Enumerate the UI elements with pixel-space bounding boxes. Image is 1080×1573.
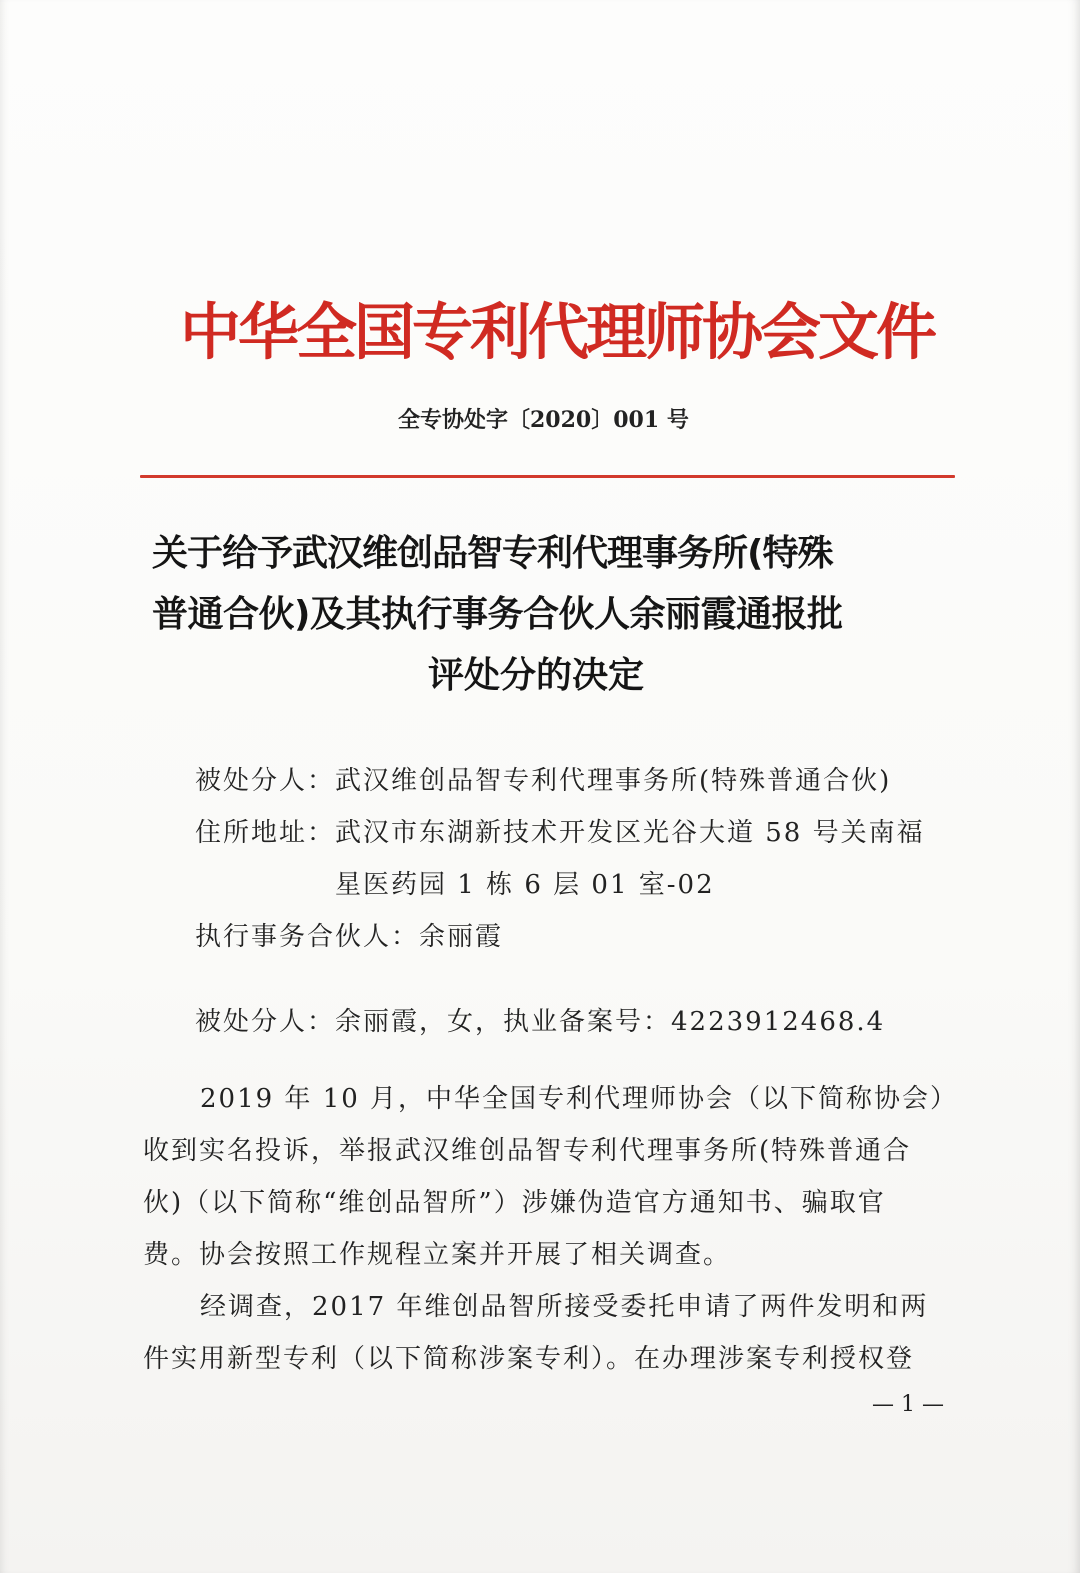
sanctioned-person-line: 被处分人：余丽霞，女，执业备案号：4223912468.4 (195, 1007, 886, 1037)
sanctioned-firm-line: 被处分人：武汉维创品智专利代理事务所(特殊普通合伙) (195, 766, 892, 796)
body-paragraph-1-line-4: 费。协会按照工作规程立案并开展了相关调查。 (143, 1240, 732, 1270)
body-paragraph-1-line-1: 2019 年 10 月，中华全国专利代理师协会（以下简称协会） (200, 1084, 959, 1114)
document-title-line-2: 普通合伙)及其执行事务合伙人余丽霞通报批 (152, 594, 843, 635)
executive-partner-line: 执行事务合伙人：余丽霞 (195, 922, 504, 952)
body-paragraph-2-line-1: 经调查，2017 年维创品智所接受委托申请了两件发明和两 (200, 1292, 929, 1322)
document-number: 全专协处字〔2020〕001 号 (398, 407, 689, 433)
header-red-divider (140, 475, 955, 478)
document-title-line-3: 评处分的决定 (428, 655, 645, 696)
issuer-header-title: 中华全国专利代理师协会文件 (180, 297, 935, 368)
firm-address-line-1: 住所地址：武汉市东湖新技术开发区光谷大道 58 号关南福 (195, 818, 925, 848)
page-number: — 1 — (872, 1392, 944, 1417)
body-paragraph-2-line-2: 件实用新型专利（以下简称涉案专利）。在办理涉案专利授权登 (143, 1344, 915, 1374)
firm-address-line-2: 星医药园 1 栋 6 层 01 室-02 (335, 870, 715, 900)
body-paragraph-1-line-2: 收到实名投诉，举报武汉维创品智专利代理事务所(特殊普通合 (143, 1136, 912, 1166)
document-title-line-1: 关于给予武汉维创品智专利代理事务所(特殊 (152, 533, 833, 574)
body-paragraph-1-line-3: 伙)（以下简称“维创品智所”）涉嫌伪造官方通知书、骗取官 (143, 1188, 886, 1218)
